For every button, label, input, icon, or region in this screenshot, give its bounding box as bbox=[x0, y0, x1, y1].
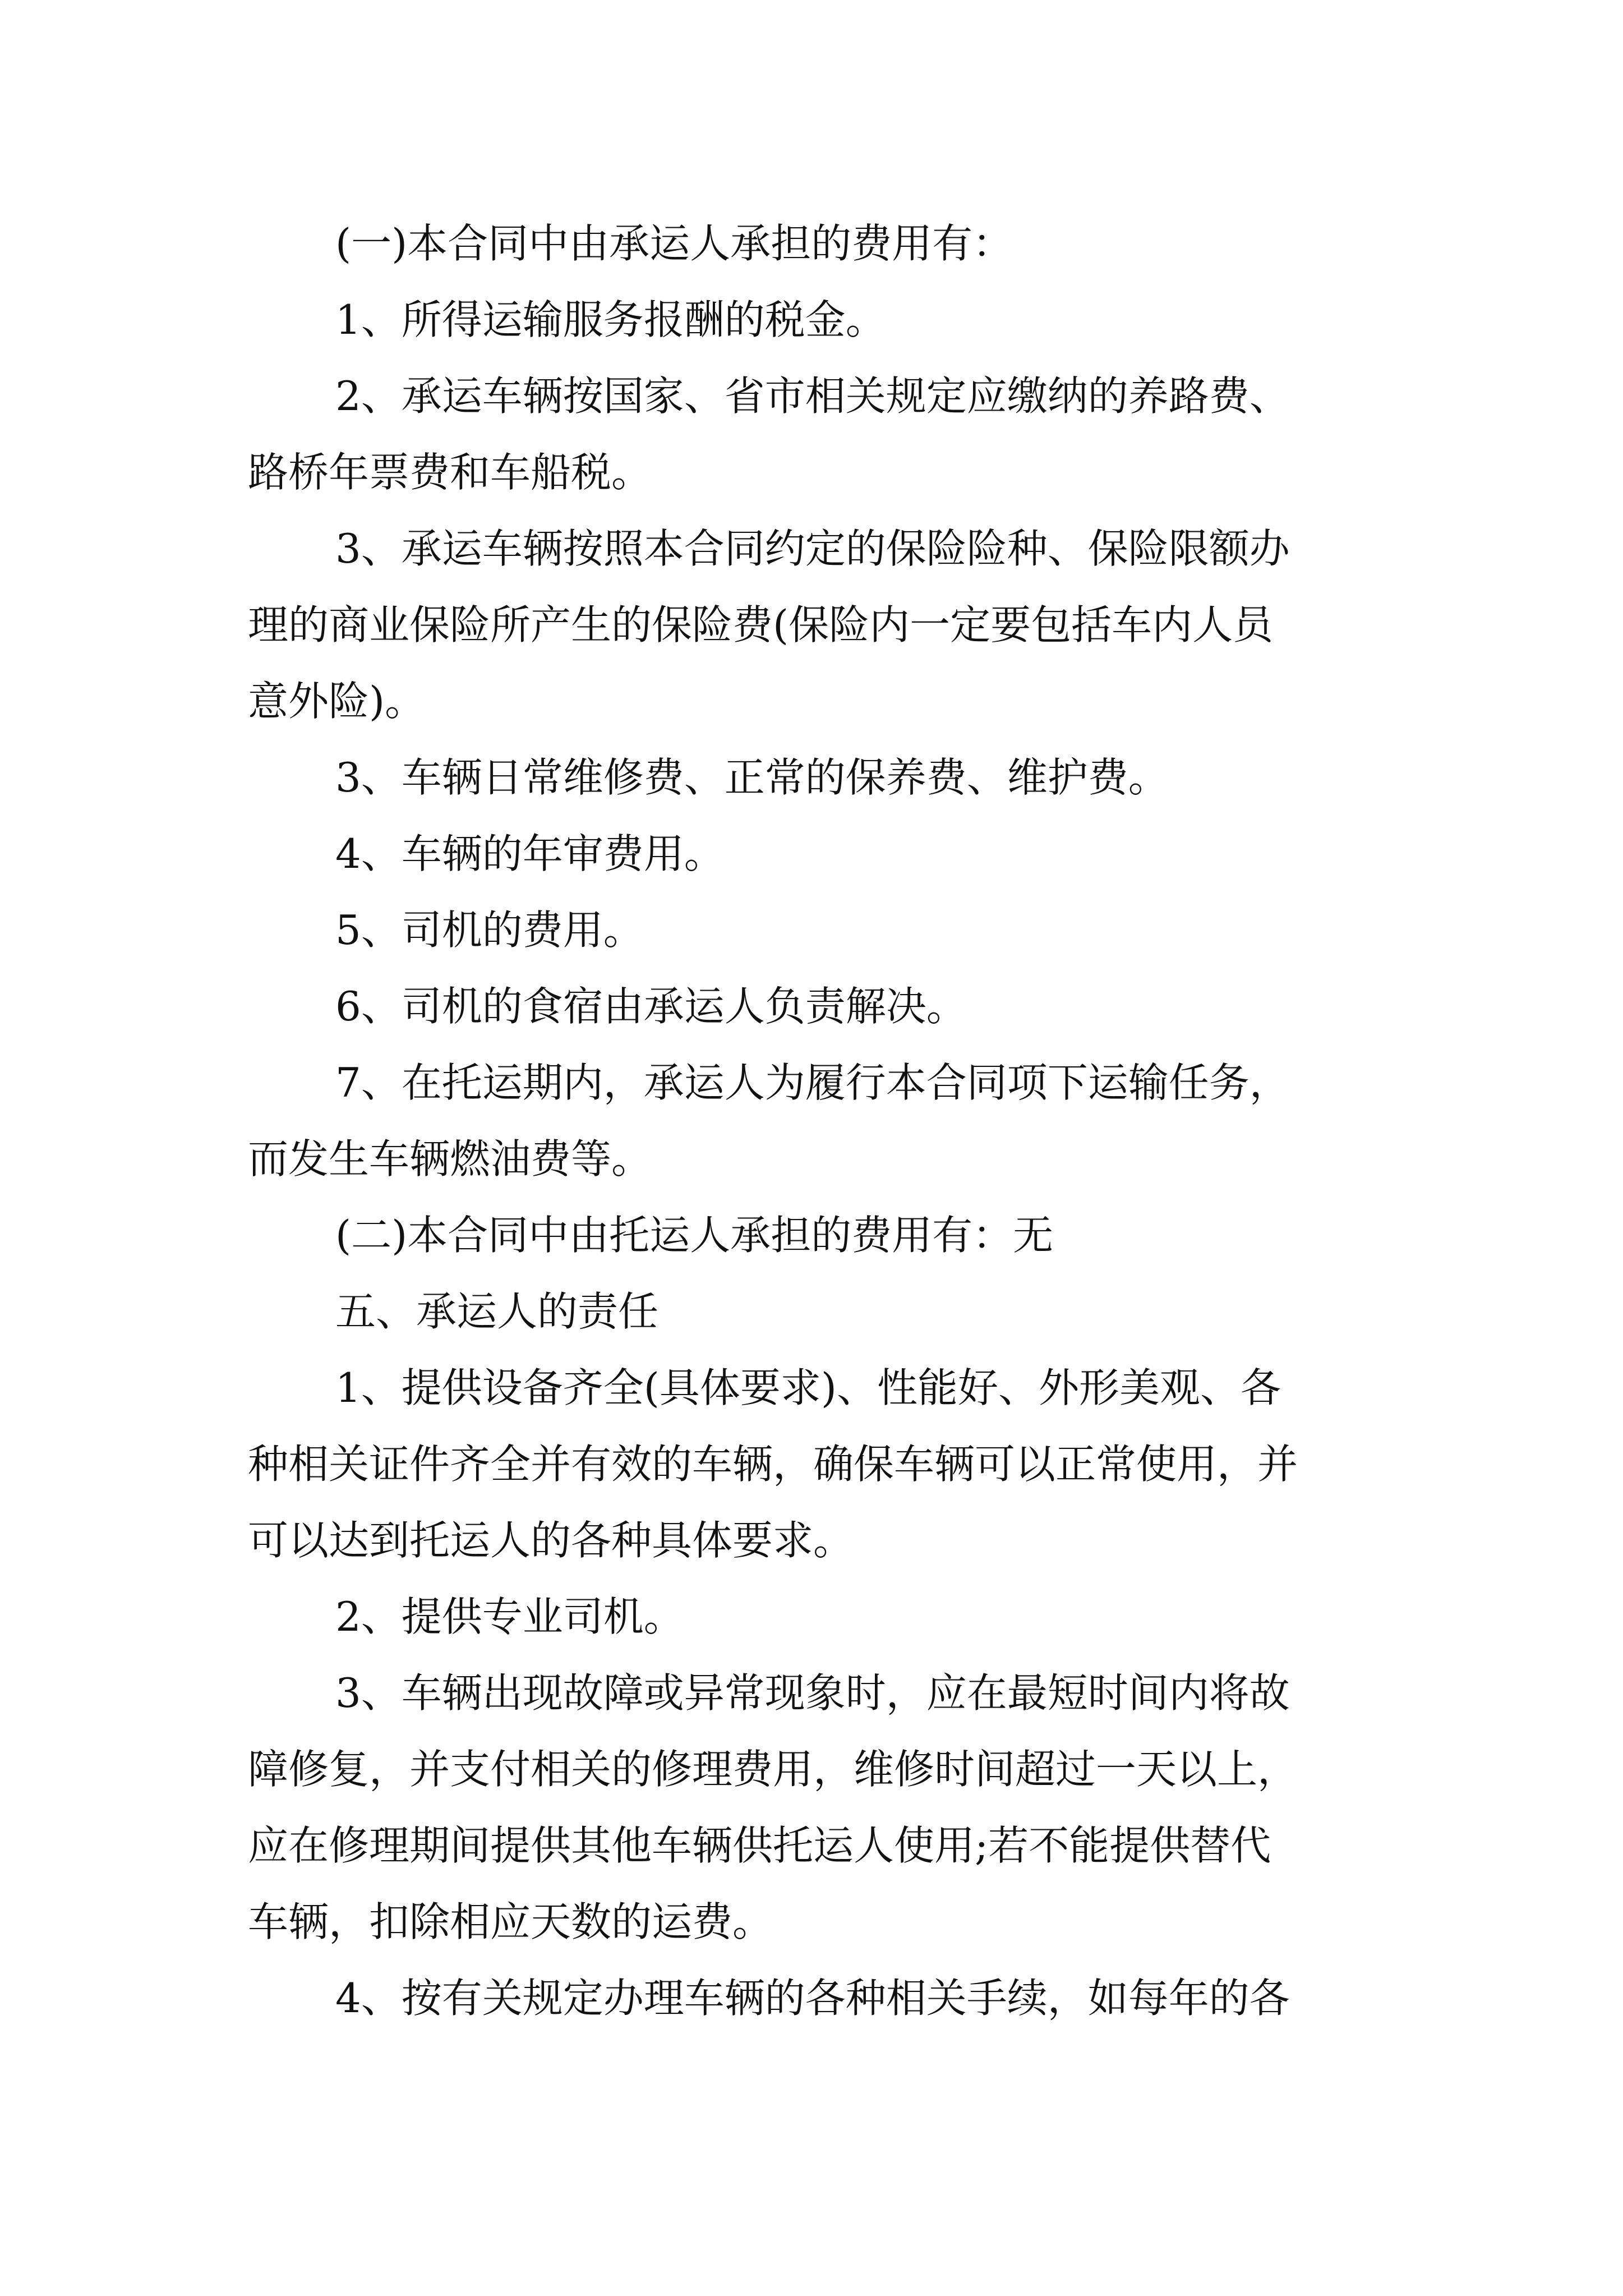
text-line: 意外险)。 bbox=[248, 678, 426, 725]
text-line: 7、在托运期内，承运人为履行本合同项下运输任务， bbox=[335, 1059, 1290, 1106]
text-line: 1、提供设备齐全(具体要求)、性能好、外形美观、各 bbox=[335, 1364, 1281, 1411]
text-line: 3、承运车辆按照本合同约定的保险险种、保险限额办 bbox=[335, 525, 1290, 572]
text-line: 障修复，并支付相关的修理费用，维修时间超过一天以上， bbox=[248, 1746, 1298, 1793]
text-line: 种相关证件齐全并有效的车辆，确保车辆可以正常使用，并 bbox=[248, 1441, 1298, 1488]
text-line: 理的商业保险所产生的保险费(保险内一定要包括车内人员 bbox=[248, 601, 1274, 648]
text-line: 可以达到托运人的各种具体要求。 bbox=[248, 1517, 854, 1564]
text-line: 3、车辆日常维修费、正常的保养费、维护费。 bbox=[335, 754, 1169, 801]
text-line: 1、所得运输服务报酬的税金。 bbox=[335, 296, 886, 343]
text-line: 6、司机的食宿由承运人负责解决。 bbox=[335, 983, 967, 1030]
text-line: (一)本合同中由承运人承担的费用有： bbox=[335, 220, 1013, 267]
text-line: (二)本合同中由托运人承担的费用有：无 bbox=[335, 1212, 1054, 1259]
text-line: 5、司机的费用。 bbox=[335, 907, 644, 954]
text-line: 3、车辆出现故障或异常现象时，应在最短时间内将故 bbox=[335, 1669, 1290, 1717]
text-line: 而发生车辆燃油费等。 bbox=[248, 1135, 652, 1182]
text-line: 2、承运车辆按国家、省市相关规定应缴纳的养路费、 bbox=[335, 372, 1290, 420]
text-line: 4、车辆的年审费用。 bbox=[335, 830, 725, 877]
text-line: 2、提供专业司机。 bbox=[335, 1593, 684, 1640]
text-line: 应在修理期间提供其他车辆供托运人使用;若不能提供替代 bbox=[248, 1822, 1271, 1869]
text-line: 路桥年票费和车船税。 bbox=[248, 449, 652, 496]
text-line: 4、按有关规定办理车辆的各种相关手续，如每年的各 bbox=[335, 1975, 1290, 2022]
text-line: 车辆，扣除相应天数的运费。 bbox=[248, 1898, 773, 1945]
section-heading: 五、承运人的责任 bbox=[335, 1288, 659, 1335]
